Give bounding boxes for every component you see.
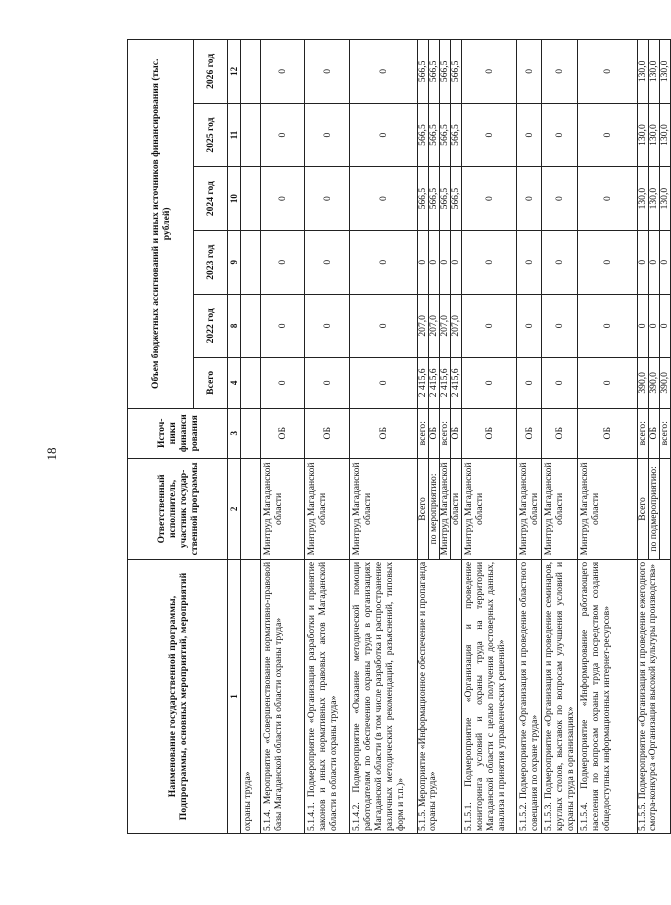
row-value: 0 [638,294,649,358]
row-value: 566,5 [451,103,462,167]
col-number: 11 [228,103,241,167]
row-value: 0 [305,358,350,408]
row-source: ОБ [451,408,462,458]
row-value: 566,5 [451,167,462,231]
row-value: 130,0 [649,167,660,231]
row-value: 0 [261,167,305,231]
column-number-row [228,40,241,834]
row-executor: по мероприятию: [429,458,440,559]
row-name: 5.1.5.1. Подмероприятие «Организация и проведение мониторинга условий и охраны труда на территории Магаданской области с целью получения достоверных данных, анализа и принятия управленческих решений» [462,559,517,833]
row-value: 0 [578,230,638,294]
row-name: 5.1.4.2. Подмероприятие «Оказание методической помощи работодателям по обеспечению охраны труда в организациях Магаданской области (в том числе разработка и распространение различных методических рекомендаций, разъяснений, типовых форм и т.п.)» [350,559,418,833]
header-source: Источ-ники финанси рования [128,408,228,458]
header-total: Всего [194,358,228,408]
row-executor: по подмероприятию: [649,458,660,559]
col-number: 4 [228,358,241,408]
table-row [350,40,418,834]
row-value: 0 [305,294,350,358]
row-name: 5.1.5.3. Подмероприятие «Организация и проведение семинаров, круглых столов, выставок по вопросам улучшения условий и охраны труда в организациях» [542,559,578,833]
row-value: 0 [350,230,418,294]
row-executor: Минтруд Магаданской области [350,458,418,559]
row-value: 390,0 [649,358,660,408]
row-value: 0 [462,167,517,231]
col-number: 2 [228,458,241,559]
row-value: 0 [578,358,638,408]
header-year: 2024 год [194,167,228,231]
row-value: 0 [429,230,440,294]
row-value: 0 [517,103,542,167]
header-volume: Объем бюджетных ассигнований и иных источников финансирования (тыс. рублей) [128,40,194,409]
row-value: 566,5 [418,40,429,104]
header-executor: Ответственный исполнитель, участник государ-ственной программы [128,458,228,559]
row-name: 5.1.5. Мероприятие «Информационное обеспечение и пропаганда охраны труда» [418,559,462,833]
row-source: всего: [440,408,451,458]
table-row [542,40,578,834]
row-source: ОБ [350,408,418,458]
row-source: всего: [660,408,671,458]
col-number: 8 [228,294,241,358]
row-source: всего: [418,408,429,458]
row-value: 0 [350,294,418,358]
row-value: 390,0 [660,358,671,408]
funding-table [127,39,671,834]
row-name: охраны труда» [241,559,261,833]
row-value: 0 [261,40,305,104]
header-year: 2023 год [194,230,228,294]
row-source: всего: [638,408,649,458]
row-value: 0 [305,230,350,294]
row-value: 0 [649,294,660,358]
page-number: 18 [44,447,59,461]
table-row [261,40,305,834]
col-number: 9 [228,230,241,294]
row-value: 0 [261,103,305,167]
col-number: 12 [228,40,241,104]
row-source: ОБ [261,408,305,458]
row-value: 566,5 [440,167,451,231]
row-value: 0 [542,230,578,294]
row-value: 0 [451,230,462,294]
row-name: 5.1.5.4. Подмероприятие «Информирование работающего населения по вопросам охраны труда посредством создания общедоступных информационных интернет-ресурсов» [578,559,638,833]
row-value: 0 [578,40,638,104]
row-value: 2 415,6 [418,358,429,408]
col-number: 10 [228,167,241,231]
row-value: 0 [440,230,451,294]
table-row [578,40,638,834]
table-row [305,40,350,834]
row-value: 0 [517,358,542,408]
row-source: ОБ [462,408,517,458]
row-value: 0 [542,294,578,358]
row-value: 0 [305,103,350,167]
row-value: 207,0 [429,294,440,358]
row-value: 0 [261,230,305,294]
row-source: ОБ [305,408,350,458]
row-executor: Всего [638,458,649,559]
table-row [638,40,649,834]
row-value: 566,5 [418,167,429,231]
row-value: 566,5 [429,167,440,231]
row-value: 0 [261,358,305,408]
row-value: 2 415,6 [451,358,462,408]
row-value: 0 [638,230,649,294]
row-value: 0 [350,358,418,408]
row-value: 0 [462,230,517,294]
row-value: 566,5 [451,40,462,104]
col-number: 3 [228,408,241,458]
header-year: 2022 год [194,294,228,358]
row-value: 566,5 [429,103,440,167]
row-executor: Минтруд Магаданской области [542,458,578,559]
row-executor: Минтруд Магаданской области [261,458,305,559]
row-source: ОБ [429,408,440,458]
row-value: 0 [542,167,578,231]
row-value: 566,5 [440,40,451,104]
row-value: 0 [542,103,578,167]
row-executor: Минтруд Магаданской области [305,458,350,559]
table-row [462,40,517,834]
table-row [517,40,542,834]
row-value: 390,0 [638,358,649,408]
row-value: 130,0 [649,40,660,104]
row-value: 0 [660,230,671,294]
row-value: 0 [542,40,578,104]
row-value: 0 [517,294,542,358]
header-year: 2025 год [194,103,228,167]
row-executor: Минтруд Магаданской области [462,458,517,559]
row-value: 0 [462,40,517,104]
table-row [418,40,429,834]
row-value: 130,0 [638,103,649,167]
row-value: 566,5 [418,103,429,167]
col-number: 1 [228,559,241,833]
row-value: 207,0 [440,294,451,358]
row-source: ОБ [649,408,660,458]
row-source: ОБ [542,408,578,458]
row-executor: Минтруд Магаданской области [578,458,638,559]
row-value: 0 [517,167,542,231]
row-source: ОБ [578,408,638,458]
rotated-table-container [127,39,670,834]
row-value: 130,0 [638,40,649,104]
row-value: 2 415,6 [429,358,440,408]
row-value: 0 [462,103,517,167]
row-value: 0 [261,294,305,358]
row-value: 130,0 [638,167,649,231]
row-value: 0 [305,167,350,231]
row-name: 5.1.4. Мероприятие «Совершенствование нормативно-правовой базы Магаданской области в области охраны труда» [261,559,305,833]
row-value: 130,0 [649,103,660,167]
row-name: 5.1.4.1. Подмероприятие «Организация разработки и принятие законов и иных нормативных правовых актов Магаданской области в области охраны труда» [305,559,350,833]
row-value: 566,5 [440,103,451,167]
header-year: 2026 год [194,40,228,104]
row-value: 207,0 [451,294,462,358]
header-name: Наименование государственной программы, Подпрограммы, основных мероприятий, мероприятий [128,559,228,833]
row-value: 130,0 [660,103,671,167]
row-value: 566,5 [429,40,440,104]
row-value: 2 415,6 [440,358,451,408]
table-row [241,40,261,834]
row-value: 0 [542,358,578,408]
row-source: ОБ [517,408,542,458]
row-name: 5.1.5.5. Подмероприятие «Организация и проведение ежегодного смотра-конкурса «Организация высокой культуры производства» [638,559,671,833]
row-value: 130,0 [660,40,671,104]
row-executor: Минтруд Магаданской области [517,458,542,559]
row-value: 130,0 [660,167,671,231]
row-value: 0 [517,230,542,294]
row-value: 0 [350,167,418,231]
row-value: 0 [350,103,418,167]
row-value: 0 [462,294,517,358]
row-value: 0 [305,40,350,104]
row-executor: Всего [418,458,429,559]
row-value: 0 [578,167,638,231]
row-executor: Минтруд Магаданской [440,458,451,559]
row-name: 5.1.5.2. Подмероприятие «Организация и проведение областного совещания по охране труда» [517,559,542,833]
row-value: 0 [649,230,660,294]
row-value: 0 [418,230,429,294]
row-value: 0 [350,40,418,104]
row-value: 0 [462,358,517,408]
row-value: 0 [578,103,638,167]
row-executor [660,458,671,559]
row-value: 0 [517,40,542,104]
row-value: 207,0 [418,294,429,358]
row-value: 0 [660,294,671,358]
row-executor: области [451,458,462,559]
row-value: 0 [578,294,638,358]
